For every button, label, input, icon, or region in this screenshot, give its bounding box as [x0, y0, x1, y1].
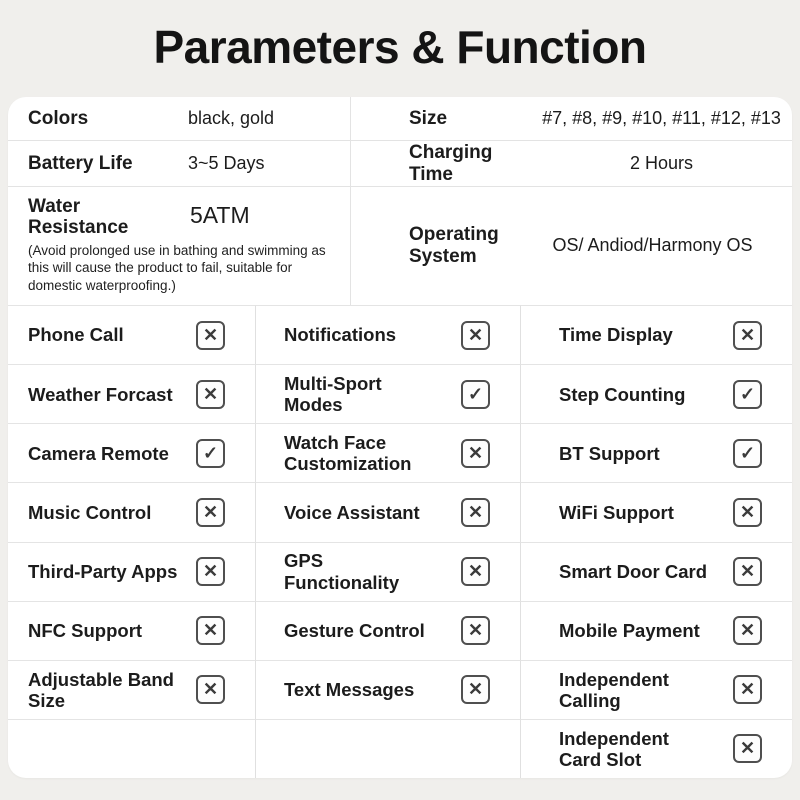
feature-label: Mobile Payment [559, 620, 700, 642]
colors-value: black, gold [188, 108, 275, 128]
spec-card [8, 97, 792, 778]
feature-label: Notifications [284, 324, 397, 346]
feature-cell [8, 601, 255, 660]
feature-cell [255, 482, 520, 541]
water-resistance-label: Water Resistance [28, 196, 129, 239]
feature-cell [8, 482, 255, 541]
feature-cell [520, 601, 792, 660]
feature-cell [520, 660, 792, 719]
checkbox-crossed-icon: ✕ [196, 616, 225, 645]
feature-cell [255, 660, 520, 719]
water-resistance-block [28, 187, 350, 295]
checkbox-crossed-icon: ✕ [733, 675, 762, 704]
feature-cell [8, 305, 255, 364]
feature-cell-empty [255, 719, 520, 778]
checkbox-checked-icon: ✓ [461, 380, 490, 409]
feature-cell [8, 423, 255, 482]
battery-life-value: 3~5 Days [188, 153, 265, 173]
feature-label: Watch Face Customization [284, 432, 412, 475]
spec-row-water-resistance [8, 186, 350, 304]
charging-time-value: 2 Hours [629, 153, 694, 173]
feature-cell [255, 542, 520, 601]
feature-cell [255, 364, 520, 423]
checkbox-checked-icon: ✓ [733, 439, 762, 468]
feature-cell [255, 305, 520, 364]
checkbox-crossed-icon: ✕ [461, 498, 490, 527]
charging-time-label: Charging Time [409, 142, 493, 185]
spec-table [8, 97, 792, 305]
feature-label: Weather Forcast [28, 383, 173, 405]
checkbox-crossed-icon: ✕ [196, 321, 225, 350]
feature-label: Time Display [559, 324, 673, 346]
operating-system-value: OS/ Andiod/Harmony OS [552, 235, 753, 255]
checkbox-crossed-icon: ✕ [196, 557, 225, 586]
feature-cell [520, 305, 792, 364]
feature-cell [520, 542, 792, 601]
feature-label: Smart Door Card [559, 560, 708, 582]
feature-cell [520, 482, 792, 541]
checkbox-crossed-icon: ✕ [461, 321, 490, 350]
size-label: Size [409, 107, 448, 129]
feature-cell [520, 364, 792, 423]
checkbox-crossed-icon: ✕ [196, 380, 225, 409]
checkbox-crossed-icon: ✕ [461, 675, 490, 704]
checkbox-crossed-icon: ✕ [733, 616, 762, 645]
feature-label: Text Messages [284, 679, 415, 701]
spec-row-charging [351, 140, 792, 186]
feature-label: Phone Call [28, 324, 124, 346]
feature-grid [8, 305, 792, 778]
feature-cell [255, 423, 520, 482]
water-resistance-value: 5ATM [190, 202, 250, 228]
feature-label: Third-Party Apps [28, 560, 178, 582]
operating-system-label: Operating System [409, 224, 499, 267]
feature-cell [8, 542, 255, 601]
colors-label: Colors [28, 107, 89, 129]
spec-table-left-column [8, 97, 350, 305]
feature-label: Independent Card Slot [559, 727, 669, 770]
feature-cell [255, 601, 520, 660]
feature-label: WiFi Support [559, 501, 674, 523]
feature-label: Camera Remote [28, 442, 169, 464]
spec-row-size [351, 97, 792, 140]
feature-label: Adjustable Band Size [28, 668, 174, 711]
feature-label: Music Control [28, 501, 152, 523]
spec-row-os [351, 186, 792, 304]
checkbox-crossed-icon: ✕ [733, 498, 762, 527]
feature-label: GPS Functionality [284, 550, 400, 593]
feature-cell-empty [8, 719, 255, 778]
feature-cell [8, 660, 255, 719]
feature-label: Independent Calling [559, 668, 669, 711]
checkbox-crossed-icon: ✕ [196, 498, 225, 527]
checkbox-crossed-icon: ✕ [461, 616, 490, 645]
battery-life-label: Battery Life [28, 152, 133, 174]
feature-label: BT Support [559, 442, 660, 464]
checkbox-crossed-icon: ✕ [461, 439, 490, 468]
spec-table-right-column [350, 97, 792, 305]
page-title: Parameters & Function [153, 21, 647, 73]
checkbox-checked-icon: ✓ [733, 380, 762, 409]
feature-cell [520, 423, 792, 482]
checkbox-crossed-icon: ✕ [461, 557, 490, 586]
checkbox-crossed-icon: ✕ [733, 734, 762, 763]
feature-label: Multi-Sport Modes [284, 372, 382, 416]
spec-row-colors [8, 97, 350, 140]
checkbox-crossed-icon: ✕ [733, 557, 762, 586]
water-resistance-note: (Avoid prolonged use in bathing and swimming as this will cause the product to fail, suitable for domestic waterproofing.) [28, 242, 326, 294]
checkbox-crossed-icon: ✕ [733, 321, 762, 350]
size-value: #7, #8, #9, #10, #11, #12, #13 [542, 108, 781, 128]
feature-label: Step Counting [559, 383, 686, 405]
feature-cell [8, 364, 255, 423]
spec-row-battery [8, 140, 350, 186]
feature-cell [520, 719, 792, 778]
feature-label: Gesture Control [284, 620, 425, 642]
checkbox-crossed-icon: ✕ [196, 675, 225, 704]
checkbox-checked-icon: ✓ [196, 439, 225, 468]
feature-label: NFC Support [28, 620, 143, 642]
feature-label: Voice Assistant [284, 501, 420, 523]
